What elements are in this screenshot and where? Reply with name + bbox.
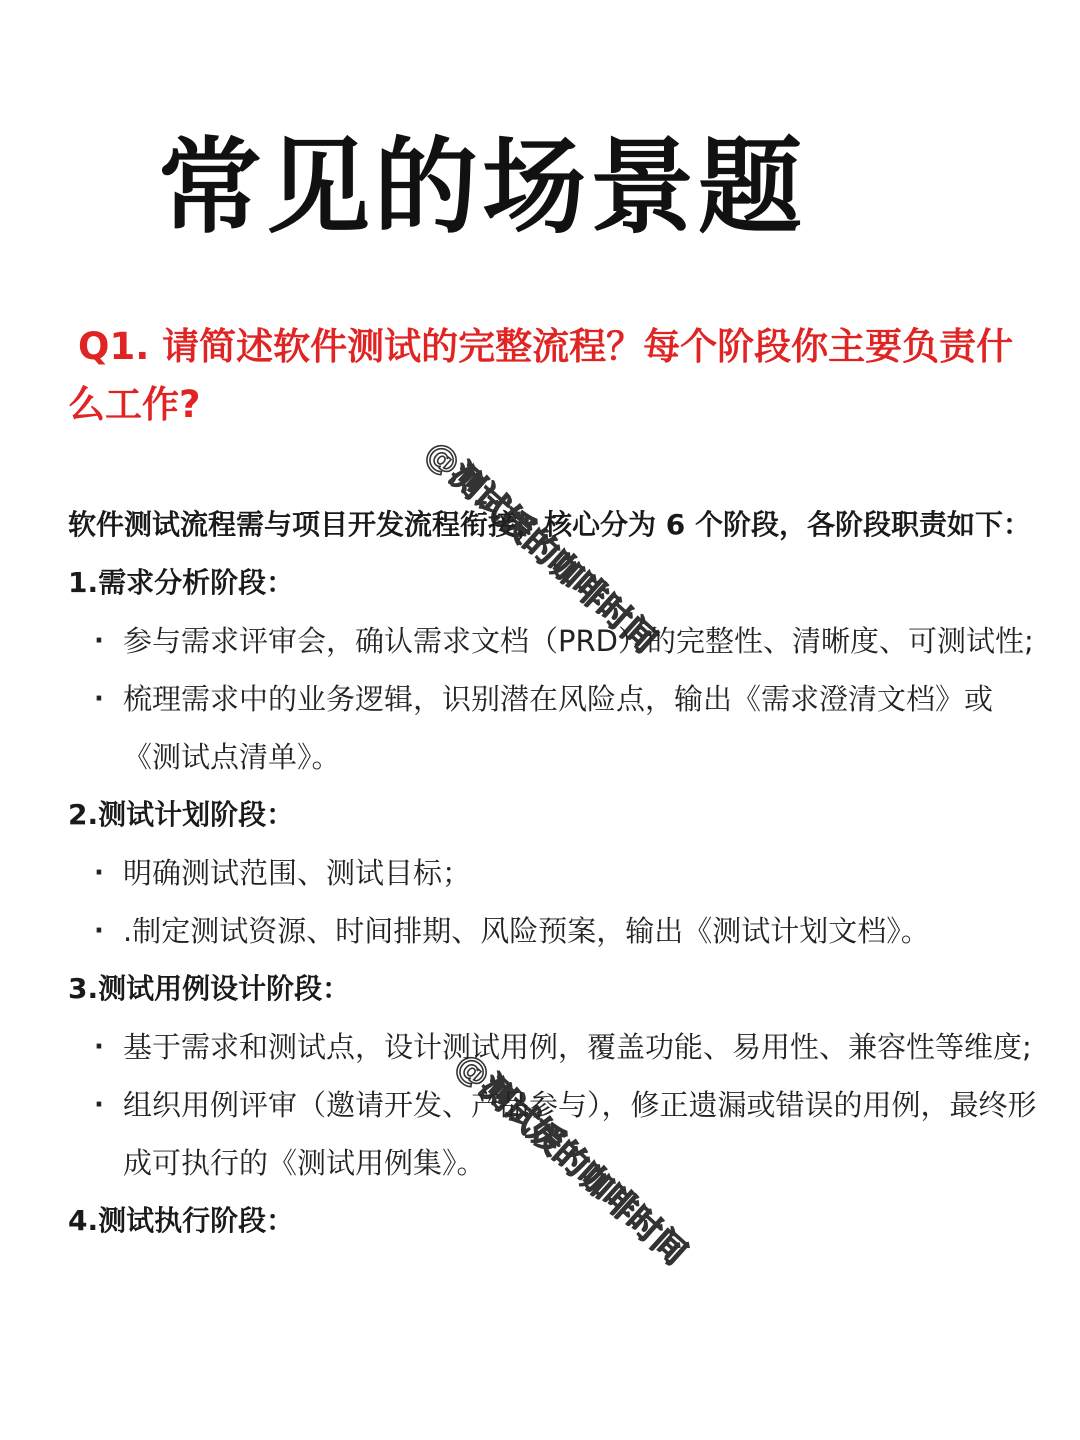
bullet-text: 组织用例评审（邀请开发、产品参与），修正遗漏或错误的用例，最终形成可执行的《测试用例集》。 [123,1088,1037,1180]
intro-paragraph: 软件测试流程需与项目开发流程衔接，核心分为 6 个阶段，各阶段职责如下： [68,508,1031,541]
answer-content [68,496,1043,1250]
bullet-dot-icon: · [94,626,104,656]
bullet-dot-icon: · [94,916,104,946]
stage-heading-4: 4.测试执行阶段： [68,1204,295,1237]
stage-3-bullets [68,1018,1043,1192]
stage-2-bullets [68,844,1043,960]
question-heading: Q1. 请简述软件测试的完整流程？每个阶段你主要负责什么工作? [68,325,1014,426]
stage-heading-2: 2.测试计划阶段： [68,798,295,831]
list-item [68,902,1043,960]
stage-heading-1: 1.需求分析阶段： [68,566,295,599]
stage-heading-3: 3.测试用例设计阶段： [68,972,351,1005]
list-item [68,670,1043,786]
bullet-text: 梳理需求中的业务逻辑，识别潜在风险点，输出《需求澄清文档》或《测试点清单》。 [123,682,994,774]
bullet-dot-icon: · [94,858,104,888]
list-item [68,1076,1043,1192]
watermark-bottom: @测试媛的咖啡时间 [447,1044,695,1273]
list-item [68,1018,1043,1076]
bullet-text: 基于需求和测试点，设计测试用例，覆盖功能、易用性、兼容性等维度; [123,1030,1032,1064]
bullet-text: .制定测试资源、时间排期、风险预案，输出《测试计划文档》。 [123,914,930,948]
bullet-text: 参与需求评审会，确认需求文档（PRD）的完整性、清晰度、可测试性; [123,624,1034,658]
bullet-dot-icon: · [94,684,104,714]
watermark-top: @测试媛的咖啡时间 [417,432,665,661]
stage-1-bullets [68,612,1043,786]
bullet-text: 明确测试范围、测试目标； [123,856,472,890]
page-title: 常见的场景题 [158,126,807,248]
bullet-dot-icon: · [94,1032,104,1062]
bullet-dot-icon: · [94,1090,104,1120]
list-item [68,612,1043,670]
list-item [68,844,1043,902]
